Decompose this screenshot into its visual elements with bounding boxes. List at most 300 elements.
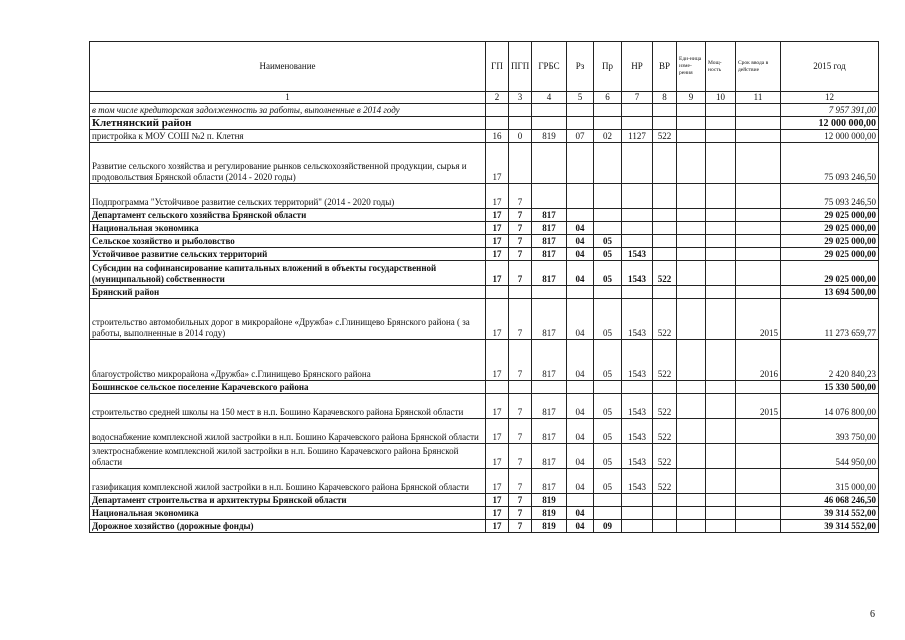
row-pgp: 7: [509, 469, 532, 494]
row-capacity: [706, 104, 736, 117]
row-pgp: [509, 104, 532, 117]
row-name: Устойчивое развитие сельских территорий: [90, 248, 486, 261]
row-rz: 04: [567, 235, 594, 248]
row-gp: 17: [486, 507, 509, 520]
row-capacity: [706, 444, 736, 469]
row-pr: 09: [594, 520, 622, 533]
row-name: Дорожное хозяйство (дорожные фонды): [90, 520, 486, 533]
row-np: 1543: [622, 469, 653, 494]
row-amount: 13 694 500,00: [781, 286, 879, 299]
row-term: [736, 494, 781, 507]
row-gp: 17: [486, 394, 509, 419]
header-rz: Рз: [567, 42, 594, 92]
row-pr: 05: [594, 248, 622, 261]
row-unit: [677, 261, 706, 286]
row-np: 1543: [622, 444, 653, 469]
row-capacity: [706, 184, 736, 209]
row-amount: 75 093 246,50: [781, 143, 879, 184]
row-amount: 7 957 391,00: [781, 104, 879, 117]
table-row: [90, 248, 879, 261]
row-rz: [567, 143, 594, 184]
row-gp: 17: [486, 520, 509, 533]
row-grbs: [532, 381, 567, 394]
row-term: [736, 444, 781, 469]
row-name: строительство автомобильных дорог в микрорайоне «Дружба» с.Глинищево Брянского района ( за работы, выполненные в 2014 году): [90, 299, 486, 340]
row-amount: 29 025 000,00: [781, 248, 879, 261]
row-term: [736, 235, 781, 248]
row-capacity: [706, 520, 736, 533]
row-grbs: 817: [532, 261, 567, 286]
row-gp: 17: [486, 248, 509, 261]
row-name: Национальная экономика: [90, 222, 486, 235]
column-number: 8: [653, 92, 677, 104]
row-pr: 05: [594, 261, 622, 286]
row-name: пристройка к МОУ СОШ №2 п. Клетня: [90, 130, 486, 143]
row-capacity: [706, 209, 736, 222]
row-vr: [653, 104, 677, 117]
row-amount: 12 000 000,00: [781, 130, 879, 143]
column-number: 5: [567, 92, 594, 104]
row-pr: 05: [594, 444, 622, 469]
row-amount: 315 000,00: [781, 469, 879, 494]
row-np: 1543: [622, 248, 653, 261]
row-gp: 17: [486, 299, 509, 340]
row-term: [736, 143, 781, 184]
row-rz: 04: [567, 469, 594, 494]
row-pgp: 7: [509, 261, 532, 286]
row-pr: [594, 117, 622, 130]
row-pgp: 7: [509, 419, 532, 444]
row-pgp: 7: [509, 520, 532, 533]
row-grbs: 817: [532, 235, 567, 248]
row-unit: [677, 117, 706, 130]
row-rz: [567, 494, 594, 507]
row-term: [736, 381, 781, 394]
row-grbs: 817: [532, 299, 567, 340]
row-vr: 522: [653, 419, 677, 444]
row-np: [622, 494, 653, 507]
row-pr: [594, 494, 622, 507]
row-gp: 17: [486, 340, 509, 381]
table-row: [90, 507, 879, 520]
row-vr: 522: [653, 340, 677, 381]
row-amount: 29 025 000,00: [781, 235, 879, 248]
row-grbs: [532, 104, 567, 117]
row-rz: [567, 184, 594, 209]
row-term: [736, 261, 781, 286]
row-capacity: [706, 299, 736, 340]
row-amount: 14 076 800,00: [781, 394, 879, 419]
row-capacity: [706, 143, 736, 184]
row-unit: [677, 143, 706, 184]
row-amount: 544 950,00: [781, 444, 879, 469]
row-rz: 04: [567, 340, 594, 381]
row-name: Бошинское сельское поселение Карачевского района: [90, 381, 486, 394]
row-term: [736, 248, 781, 261]
row-rz: 04: [567, 394, 594, 419]
row-pgp: 7: [509, 248, 532, 261]
header-year: 2015 год: [781, 42, 879, 92]
table-row: [90, 340, 879, 381]
row-pgp: [509, 286, 532, 299]
row-np: [622, 520, 653, 533]
row-np: [622, 235, 653, 248]
table-row: [90, 222, 879, 235]
row-pgp: 7: [509, 299, 532, 340]
row-term: 2015: [736, 394, 781, 419]
header-gp: ГП: [486, 42, 509, 92]
row-term: [736, 222, 781, 235]
row-unit: [677, 469, 706, 494]
row-grbs: 817: [532, 394, 567, 419]
row-amount: 29 025 000,00: [781, 261, 879, 286]
row-rz: [567, 209, 594, 222]
row-capacity: [706, 248, 736, 261]
row-pr: 02: [594, 130, 622, 143]
row-np: 1543: [622, 261, 653, 286]
row-gp: 17: [486, 261, 509, 286]
row-vr: [653, 143, 677, 184]
budget-table: [89, 41, 879, 533]
row-rz: 04: [567, 248, 594, 261]
row-np: [622, 117, 653, 130]
row-grbs: 817: [532, 340, 567, 381]
row-pr: [594, 143, 622, 184]
row-grbs: [532, 117, 567, 130]
row-grbs: [532, 143, 567, 184]
row-amount: 15 330 500,00: [781, 381, 879, 394]
row-pr: [594, 184, 622, 209]
row-capacity: [706, 130, 736, 143]
row-pr: 05: [594, 394, 622, 419]
row-amount: 393 750,00: [781, 419, 879, 444]
row-amount: 11 273 659,77: [781, 299, 879, 340]
row-unit: [677, 248, 706, 261]
table-body: [90, 104, 879, 533]
row-grbs: 819: [532, 507, 567, 520]
row-rz: 04: [567, 261, 594, 286]
row-np: [622, 209, 653, 222]
row-rz: [567, 117, 594, 130]
row-term: [736, 286, 781, 299]
row-gp: 17: [486, 469, 509, 494]
row-unit: [677, 184, 706, 209]
header-term: Срок ввода в действие: [736, 42, 781, 92]
table-row: [90, 469, 879, 494]
row-pgp: 7: [509, 340, 532, 381]
row-term: [736, 419, 781, 444]
row-vr: 522: [653, 261, 677, 286]
column-number: 1: [90, 92, 486, 104]
row-pgp: [509, 143, 532, 184]
row-unit: [677, 235, 706, 248]
row-np: 1543: [622, 340, 653, 381]
row-gp: 17: [486, 444, 509, 469]
row-term: [736, 117, 781, 130]
row-name: в том числе кредиторская задолженность за работы, выполненные в 2014 году: [90, 104, 486, 117]
row-pr: 05: [594, 340, 622, 381]
row-capacity: [706, 340, 736, 381]
header-unit: Еди-ница изме-рения: [677, 42, 706, 92]
table-row: [90, 394, 879, 419]
row-name: Департамент сельского хозяйства Брянской области: [90, 209, 486, 222]
row-vr: [653, 494, 677, 507]
row-np: [622, 381, 653, 394]
row-grbs: [532, 286, 567, 299]
row-rz: [567, 104, 594, 117]
row-pr: [594, 104, 622, 117]
row-vr: 522: [653, 299, 677, 340]
column-number: 7: [622, 92, 653, 104]
row-np: 1543: [622, 394, 653, 419]
row-vr: [653, 222, 677, 235]
header-capacity: Мощ-ность: [706, 42, 736, 92]
row-np: [622, 143, 653, 184]
table-row: [90, 209, 879, 222]
row-grbs: 817: [532, 419, 567, 444]
column-number: 9: [677, 92, 706, 104]
row-name: Подпрограмма "Устойчивое развитие сельских территорий" (2014 - 2020 годы): [90, 184, 486, 209]
row-rz: 04: [567, 520, 594, 533]
row-name: Развитие сельского хозяйства и регулирование рынков сельскохозяйственной продукции, сырья и продовольствия Брянской области (2014 - 2020 годы): [90, 143, 486, 184]
row-name: строительство средней школы на 150 мест в н.п. Бошино Карачевского района Брянской области: [90, 394, 486, 419]
header-pgp: ПГП: [509, 42, 532, 92]
row-rz: 04: [567, 419, 594, 444]
row-grbs: 817: [532, 444, 567, 469]
row-vr: [653, 286, 677, 299]
row-name: электроснабжение комплексной жилой застройки в н.п. Бошино Карачевского района Брянской области: [90, 444, 486, 469]
row-vr: [653, 184, 677, 209]
row-amount: 29 025 000,00: [781, 222, 879, 235]
column-number: 11: [736, 92, 781, 104]
row-grbs: 819: [532, 520, 567, 533]
row-amount: 46 068 246,50: [781, 494, 879, 507]
row-grbs: [532, 184, 567, 209]
header-np: НР: [622, 42, 653, 92]
row-name: благоустройство микрорайона «Дружба» с.Глинищево Брянского района: [90, 340, 486, 381]
row-rz: 04: [567, 444, 594, 469]
row-pgp: 7: [509, 394, 532, 419]
row-gp: 17: [486, 494, 509, 507]
row-name: Сельское хозяйство и рыболовство: [90, 235, 486, 248]
row-amount: 75 093 246,50: [781, 184, 879, 209]
row-capacity: [706, 507, 736, 520]
row-unit: [677, 507, 706, 520]
row-unit: [677, 299, 706, 340]
row-gp: 17: [486, 184, 509, 209]
row-vr: 522: [653, 130, 677, 143]
row-term: 2016: [736, 340, 781, 381]
row-unit: [677, 286, 706, 299]
row-term: [736, 209, 781, 222]
row-rz: 04: [567, 299, 594, 340]
row-name: Департамент строительства и архитектуры Брянской области: [90, 494, 486, 507]
table-row: [90, 419, 879, 444]
page-number: 6: [870, 609, 875, 620]
table-row: [90, 184, 879, 209]
row-capacity: [706, 235, 736, 248]
row-capacity: [706, 261, 736, 286]
row-vr: 522: [653, 444, 677, 469]
column-number: 12: [781, 92, 879, 104]
row-pr: 05: [594, 419, 622, 444]
row-rz: 04: [567, 507, 594, 520]
row-amount: 12 000 000,00: [781, 117, 879, 130]
row-gp: 16: [486, 130, 509, 143]
row-pgp: 7: [509, 444, 532, 469]
header-name: Наименование: [90, 42, 486, 92]
row-unit: [677, 419, 706, 444]
row-grbs: 817: [532, 248, 567, 261]
row-capacity: [706, 117, 736, 130]
row-pr: 05: [594, 469, 622, 494]
table-row: [90, 520, 879, 533]
row-name: Национальная экономика: [90, 507, 486, 520]
row-vr: [653, 381, 677, 394]
row-term: [736, 130, 781, 143]
row-np: [622, 222, 653, 235]
table-row: [90, 494, 879, 507]
row-amount: 2 420 840,23: [781, 340, 879, 381]
row-capacity: [706, 222, 736, 235]
column-number-row: [90, 92, 879, 104]
row-name: водоснабжение комплексной жилой застройки в н.п. Бошино Карачевского района Брянской области: [90, 419, 486, 444]
row-pr: [594, 209, 622, 222]
row-gp: [486, 104, 509, 117]
row-name: газификация комплексной жилой застройки в н.п. Бошино Карачевского района Брянской области: [90, 469, 486, 494]
row-pgp: 7: [509, 222, 532, 235]
column-number: 2: [486, 92, 509, 104]
row-vr: 522: [653, 469, 677, 494]
row-unit: [677, 340, 706, 381]
row-unit: [677, 130, 706, 143]
row-term: [736, 507, 781, 520]
column-number: 3: [509, 92, 532, 104]
row-pgp: 7: [509, 494, 532, 507]
table-row: [90, 299, 879, 340]
row-np: [622, 286, 653, 299]
row-rz: [567, 381, 594, 394]
column-number: 10: [706, 92, 736, 104]
row-pr: 05: [594, 235, 622, 248]
row-gp: [486, 381, 509, 394]
row-pr: [594, 286, 622, 299]
table-row: [90, 261, 879, 286]
row-pr: [594, 507, 622, 520]
row-grbs: 819: [532, 130, 567, 143]
row-pr: [594, 222, 622, 235]
column-number: 6: [594, 92, 622, 104]
row-rz: 04: [567, 222, 594, 235]
row-term: [736, 184, 781, 209]
row-unit: [677, 494, 706, 507]
row-vr: [653, 507, 677, 520]
header-pr: Пр: [594, 42, 622, 92]
table-row: [90, 381, 879, 394]
row-name: Субсидии на софинансирование капитальных вложений в объекты государственной (муниципальной) собственности: [90, 261, 486, 286]
row-grbs: 817: [532, 209, 567, 222]
header-grbs: ГРБС: [532, 42, 567, 92]
row-grbs: 819: [532, 494, 567, 507]
row-rz: 07: [567, 130, 594, 143]
row-unit: [677, 394, 706, 419]
row-np: [622, 104, 653, 117]
row-unit: [677, 381, 706, 394]
row-rz: [567, 286, 594, 299]
row-gp: 17: [486, 222, 509, 235]
row-vr: [653, 248, 677, 261]
row-amount: 39 314 552,00: [781, 520, 879, 533]
row-np: 1127: [622, 130, 653, 143]
table-row: [90, 444, 879, 469]
row-pgp: 7: [509, 184, 532, 209]
row-np: [622, 184, 653, 209]
row-np: [622, 507, 653, 520]
row-term: [736, 520, 781, 533]
table-row: [90, 117, 879, 130]
row-unit: [677, 444, 706, 469]
row-grbs: 817: [532, 469, 567, 494]
row-term: [736, 104, 781, 117]
row-amount: 29 025 000,00: [781, 209, 879, 222]
header-row: [90, 42, 879, 92]
row-pgp: 0: [509, 130, 532, 143]
row-unit: [677, 104, 706, 117]
row-pgp: [509, 117, 532, 130]
row-pgp: 7: [509, 209, 532, 222]
row-pgp: 7: [509, 507, 532, 520]
row-vr: [653, 209, 677, 222]
row-amount: 39 314 552,00: [781, 507, 879, 520]
row-unit: [677, 209, 706, 222]
row-vr: [653, 235, 677, 248]
row-gp: 17: [486, 209, 509, 222]
table-row: [90, 286, 879, 299]
row-pgp: 7: [509, 235, 532, 248]
row-vr: 522: [653, 394, 677, 419]
row-gp: 17: [486, 143, 509, 184]
row-capacity: [706, 469, 736, 494]
row-pr: 05: [594, 299, 622, 340]
row-np: 1543: [622, 299, 653, 340]
row-vr: [653, 117, 677, 130]
column-number: 4: [532, 92, 567, 104]
row-pgp: [509, 381, 532, 394]
table-row: [90, 143, 879, 184]
row-grbs: 817: [532, 222, 567, 235]
row-term: 2015: [736, 299, 781, 340]
row-gp: 17: [486, 419, 509, 444]
row-gp: [486, 286, 509, 299]
row-unit: [677, 520, 706, 533]
row-term: [736, 469, 781, 494]
row-np: 1543: [622, 419, 653, 444]
row-capacity: [706, 494, 736, 507]
row-name: Клетнянский район: [90, 117, 486, 130]
row-capacity: [706, 394, 736, 419]
row-unit: [677, 222, 706, 235]
table-row: [90, 130, 879, 143]
header-vr: ВР: [653, 42, 677, 92]
row-name: Брянский район: [90, 286, 486, 299]
table-row: [90, 104, 879, 117]
table-row: [90, 235, 879, 248]
row-gp: 17: [486, 235, 509, 248]
row-vr: [653, 520, 677, 533]
row-gp: [486, 117, 509, 130]
row-capacity: [706, 286, 736, 299]
row-pr: [594, 381, 622, 394]
